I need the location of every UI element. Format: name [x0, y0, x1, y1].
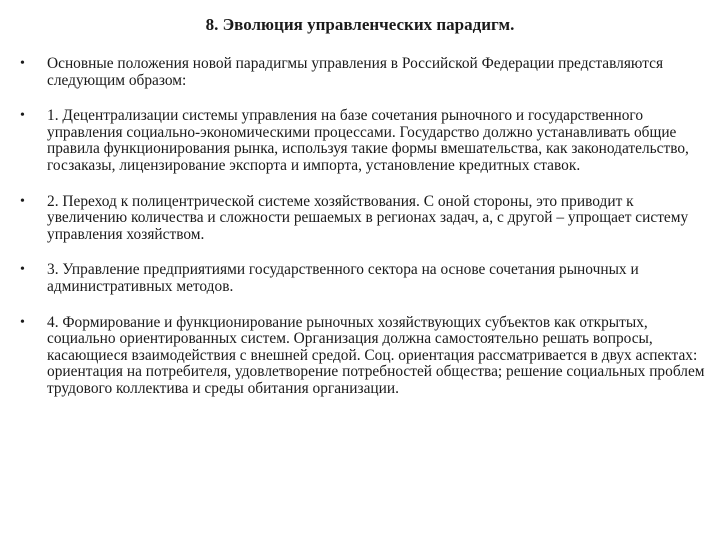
list-item — [20, 56, 710, 89]
bullet-icon: • — [20, 108, 25, 124]
list-item — [20, 108, 710, 174]
slide-title: 8. Эволюция управленческих парадигм. — [205, 15, 515, 34]
list-item — [20, 262, 710, 295]
bullet-icon: • — [20, 56, 25, 71]
bullet-icon: • — [20, 193, 25, 209]
list-item-text: 4. Формирование и функционирование рыночных хозяйствующих субъектов как открытых, социально ориентированных систем. Организация должна самостоятельно решать вопросы, касающиеся взаимодействия с внешней средой. Соц. ориентация рассматривается в двух аспектах: ориентация на потребителя, удовлетворение потребностей общества; решение социальных проблем трудового коллектива и среды обитания организации. — [47, 313, 705, 397]
list-item-text: 3. Управление предприятиями государственного сектора на основе сочетания рыночных и административных методов. — [47, 261, 639, 295]
list-item — [20, 194, 710, 244]
bullet-icon: • — [20, 262, 25, 278]
bullet-list — [20, 56, 710, 417]
list-item-text: 1. Децентрализации системы управления на базе сочетания рыночного и государственного управления социально-экономическими процессами. Государство должно устанавливать общие правила функционирования рынка, используя такие формы вмешательства, как законодательство, госзаказы, лицензирование экспорта и импорта, установление кредитных ставок. — [47, 107, 689, 174]
list-item-text: 2. Переход к полицентрической системе хозяйствования. С оной стороны, это приводит к увеличению количества и сложности решаемых в регионах задач, а, с другой – упрощает систему управления хозяйством. — [47, 192, 689, 243]
bullet-icon: • — [20, 314, 25, 330]
list-item-text: Основные положения новой парадигмы управления в Российской Федерации представляются следующим образом: — [47, 55, 664, 89]
list-item — [20, 315, 710, 398]
